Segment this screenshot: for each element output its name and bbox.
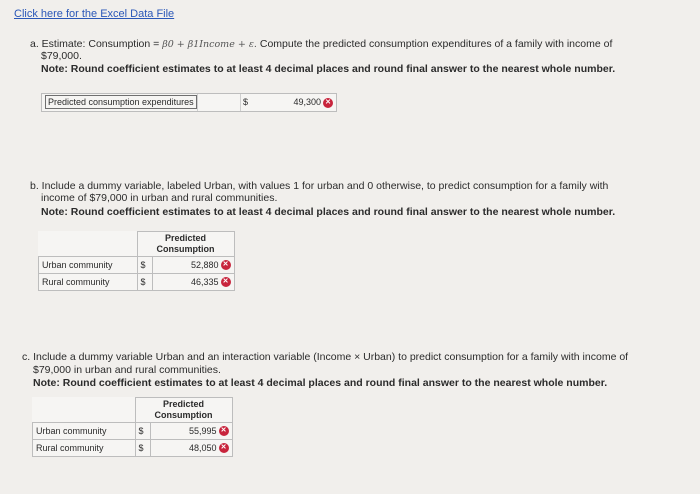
x-incorrect-icon: ✕	[323, 98, 333, 108]
part-c-header-line2: Consumption	[154, 410, 213, 420]
table-row	[33, 440, 233, 457]
part-a-spacer	[198, 94, 241, 111]
part-a-currency: $	[243, 97, 249, 107]
part-b-note: Note: Round coefficient estimates to at least 4 decimal places and round final answer to the nearest whole number.	[41, 206, 616, 218]
part-a-row-label-cell	[42, 94, 198, 111]
part-a-question	[30, 38, 690, 51]
row-value[interactable]: 55,995	[188, 425, 217, 436]
part-a-line2: $79,000.	[41, 50, 82, 62]
part-b-line2: income of $79,000 in urban and rural communities.	[41, 192, 278, 204]
part-b-line1: b. Include a dummy variable, labeled Urban, with values 1 for urban and 0 otherwise, to predict consumption for a family with	[30, 180, 609, 192]
part-c-line2: $79,000 in urban and rural communities.	[33, 364, 221, 376]
part-c-note: Note: Round coefficient estimates to at least 4 decimal places and round final answer to the nearest whole number.	[33, 377, 608, 389]
row-value-field[interactable]	[150, 423, 232, 440]
x-incorrect-icon: ✕	[219, 443, 229, 453]
x-incorrect-icon: ✕	[219, 426, 229, 436]
x-incorrect-icon: ✕	[221, 260, 231, 270]
part-b-corner	[39, 232, 138, 257]
part-b-table	[38, 231, 235, 291]
row-currency: $	[137, 257, 152, 274]
row-currency: $	[135, 423, 150, 440]
table-row	[33, 423, 233, 440]
row-value[interactable]: 52,880	[190, 259, 219, 270]
row-currency: $	[137, 274, 152, 291]
row-label: Urban community	[33, 423, 136, 440]
part-a-formula: β0 + β1Income + ε.	[162, 39, 257, 50]
row-value[interactable]: 48,050	[188, 442, 217, 453]
row-label: Rural community	[33, 440, 136, 457]
table-row	[39, 257, 235, 274]
part-a-answer-row	[41, 93, 337, 112]
x-incorrect-icon: ✕	[221, 277, 231, 287]
row-label: Rural community	[39, 274, 138, 291]
row-currency: $	[135, 440, 150, 457]
row-value-field[interactable]	[152, 257, 234, 274]
excel-data-file-link[interactable]: Click here for the Excel Data File	[14, 8, 175, 20]
part-c-line1: c. Include a dummy variable Urban and an interaction variable (Income × Urban) to predict consumption for a family with income of	[22, 351, 629, 363]
row-value[interactable]: 46,335	[190, 276, 219, 287]
part-c-corner	[33, 398, 136, 423]
part-b-header	[137, 232, 234, 257]
row-label: Urban community	[39, 257, 138, 274]
part-c-table	[32, 397, 233, 457]
part-a-prefix: a. Estimate: Consumption =	[30, 38, 163, 50]
part-c-header-line1: Predicted	[162, 399, 204, 409]
row-value-field[interactable]	[150, 440, 232, 457]
part-b-header-line1: Predicted	[164, 233, 206, 243]
part-c-header	[135, 398, 232, 423]
part-b-header-line2: Consumption	[156, 244, 215, 254]
table-row	[39, 274, 235, 291]
row-value-field[interactable]	[152, 274, 234, 291]
part-a-note: Note: Round coefficient estimates to at least 4 decimal places and round final answer to the nearest whole number.	[41, 63, 616, 75]
part-a-row-label: Predicted consumption expenditures	[45, 95, 197, 109]
part-a-value[interactable]: 49,300	[293, 97, 321, 107]
part-a-value-field[interactable]	[253, 94, 336, 111]
part-a-suffix: Compute the predicted consumption expenditures of a family with income of	[256, 38, 613, 50]
